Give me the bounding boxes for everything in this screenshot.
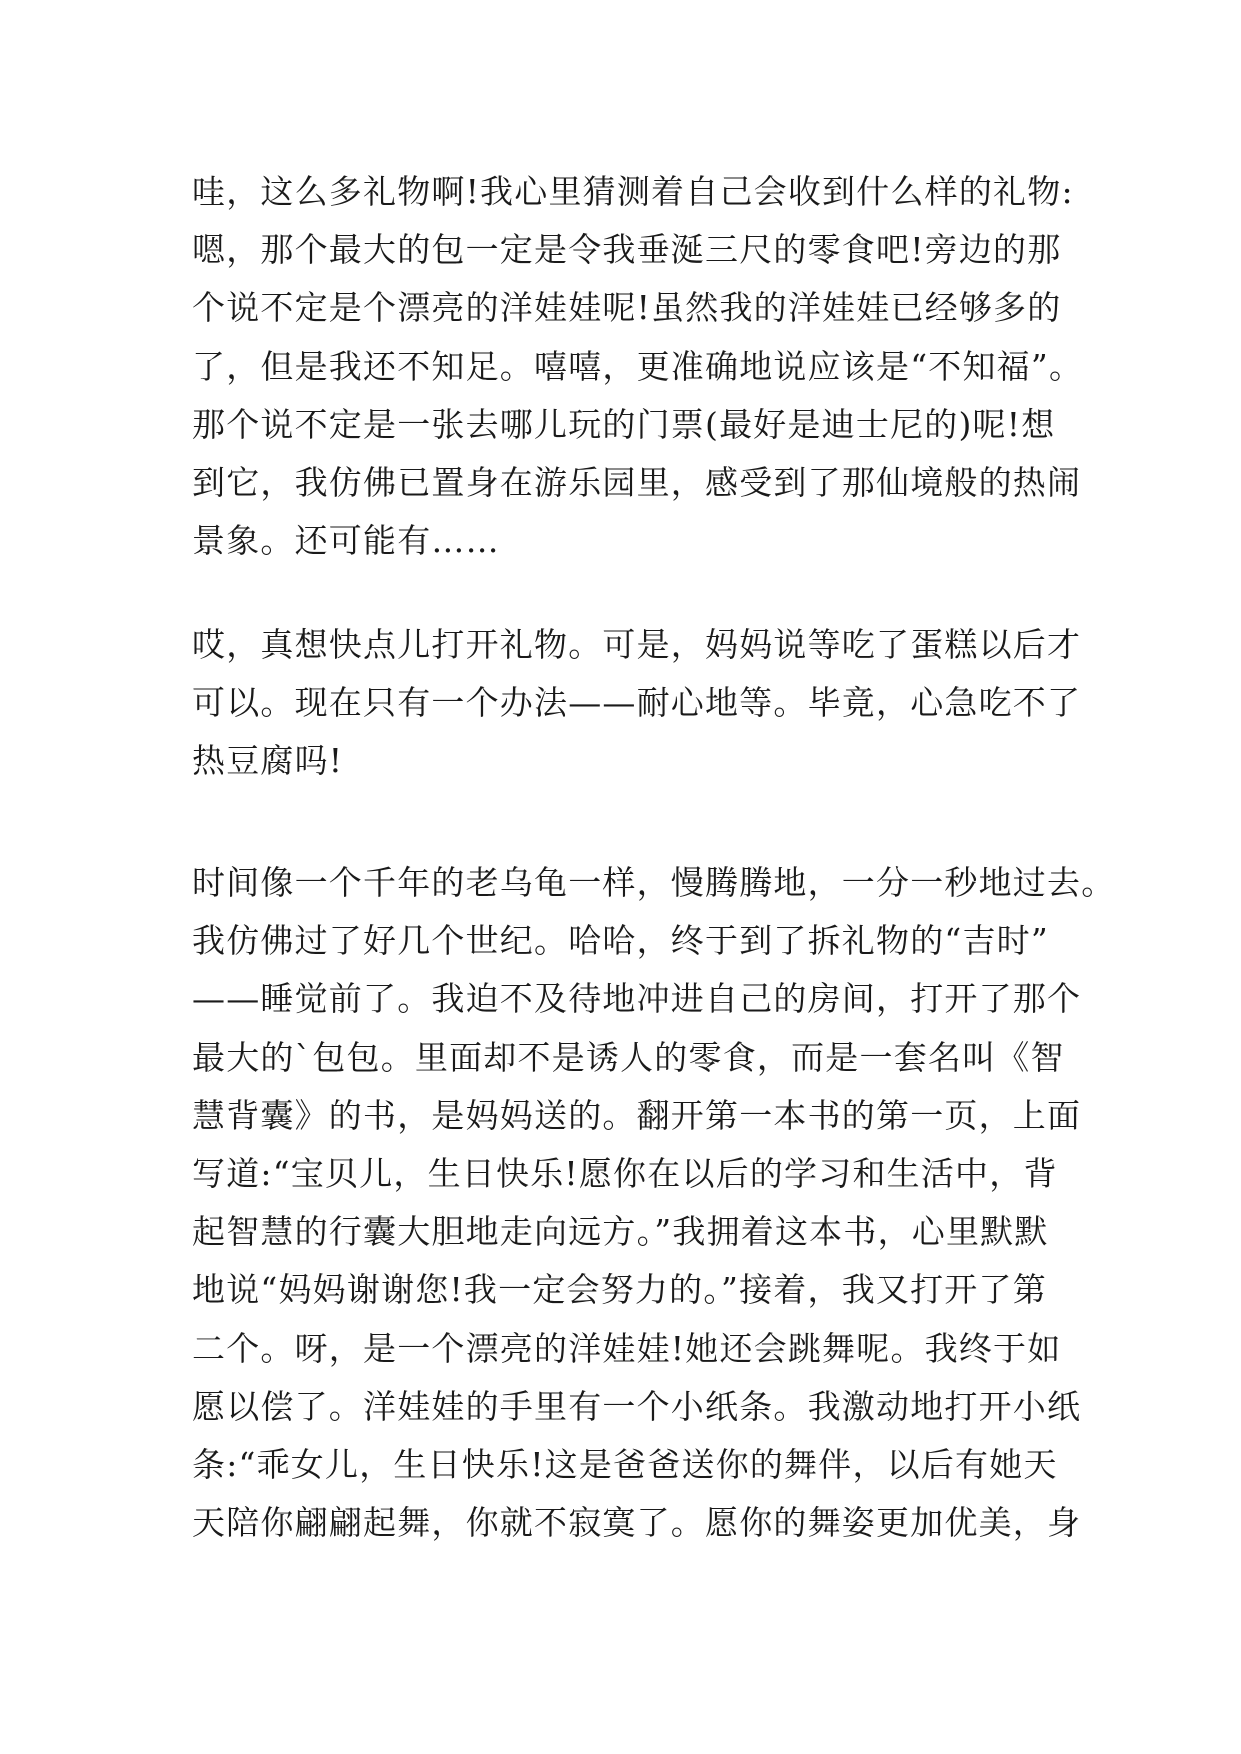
text-line: 哇，这么多礼物啊!我心里猜测着自己会收到什么样的礼物: [192, 172, 1074, 211]
text-line: 愿以偿了。洋娃娃的手里有一个小纸条。我激动地打开小纸 [192, 1386, 1082, 1426]
text-line: 可以。现在只有一个办法——耐心地等。毕竟，心急吃不了 [192, 683, 1082, 723]
text-line: 写道:“宝贝儿，生日快乐!愿你在以后的学习和生活中，背 [192, 1153, 1058, 1193]
text-line: 了，但是我还不知足。嘻嘻，更准确地说应该是“不知福”。 [192, 346, 1084, 386]
text-line: 到它，我仿佛已置身在游乐园里，感受到了那仙境般的热闹 [192, 462, 1082, 502]
text-line: 起智慧的行囊大胆地走向远方。”我拥着这本书，心里默默 [192, 1212, 1049, 1252]
text-line: 嗯，那个最大的包一定是令我垂涎三尺的零食吧!旁边的那 [192, 230, 1062, 270]
text-line: 二个。呀，是一个漂亮的洋娃娃!她还会跳舞呢。我终于如 [192, 1328, 1062, 1368]
paragraph-1 [192, 163, 1084, 570]
text-line: 最大的`包包。里面却不是诱人的零食，而是一套名叫《智 [192, 1037, 1065, 1077]
text-line: ——睡觉前了。我迫不及待地冲进自己的房间，打开了那个 [192, 979, 1082, 1019]
text-line: 哎，真想快点儿打开礼物。可是，妈妈说等吃了蛋糕以后才 [192, 625, 1082, 664]
text-line: 天陪你翩翩起舞，你就不寂寞了。愿你的舞姿更加优美，身 [192, 1503, 1082, 1543]
text-line: 热豆腐吗! [192, 741, 344, 781]
text-line: 我仿佛过了好几个世纪。哈哈，终于到了拆礼物的“吉时” [192, 921, 1049, 961]
text-line: 个说不定是个漂亮的洋娃娃呢!虽然我的洋娃娃已经够多的 [192, 288, 1062, 328]
paragraph-2 [192, 616, 1082, 791]
text-line: 那个说不定是一张去哪儿玩的门票(最好是迪士尼的)呢!想 [192, 404, 1056, 444]
text-line: 时间像一个千年的老乌龟一样，慢腾腾地，一分一秒地过去。 [192, 863, 1116, 902]
text-line: 地说“妈妈谢谢您!我一定会努力的。”接着，我又打开了第 [192, 1270, 1047, 1310]
text-line: 景象。还可能有…… [192, 521, 500, 561]
text-line: 慧背囊》的书，是妈妈送的。翻开第一本书的第一页，上面 [192, 1095, 1082, 1135]
paragraph-3 [192, 854, 1116, 1552]
text-line: 条:“乖女儿，生日快乐!这是爸爸送你的舞伴，以后有她天 [192, 1444, 1058, 1484]
